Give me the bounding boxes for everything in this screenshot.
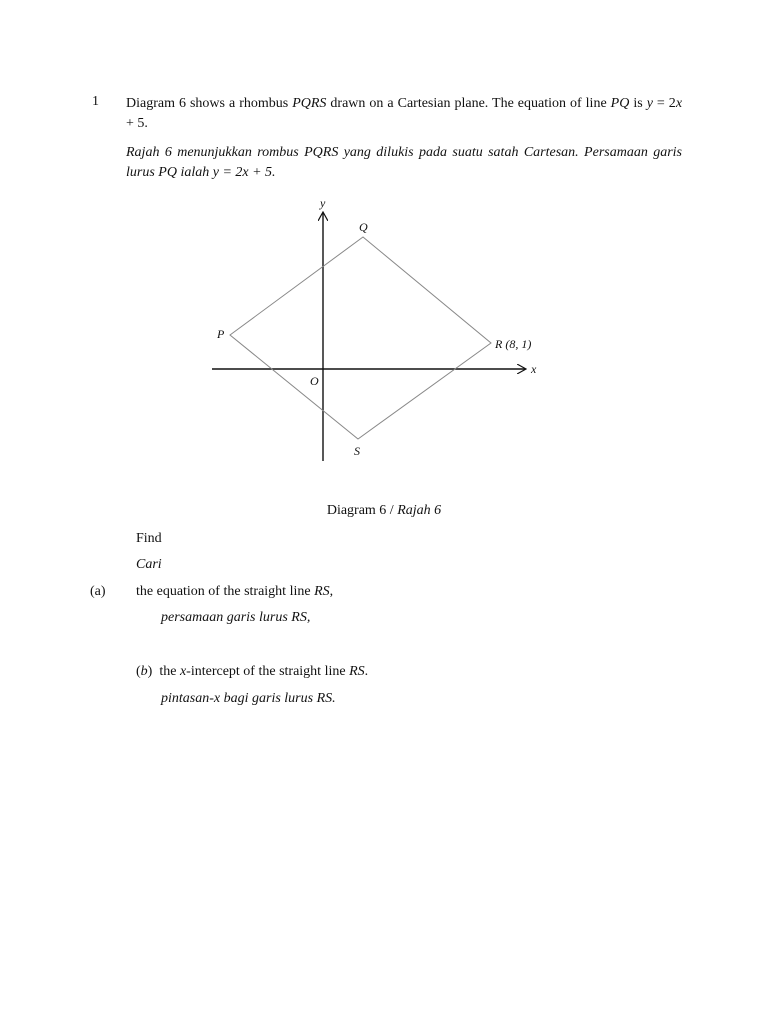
part-b-label-close: )	[147, 664, 153, 679]
find-prompt-english: Find	[136, 531, 162, 546]
part-b-line-name: RS	[349, 664, 365, 679]
intro-text: + 5.	[126, 115, 148, 131]
vertex-s-label: S	[354, 444, 360, 458]
part-a-text: ,	[329, 584, 334, 599]
part-a-english	[136, 584, 333, 600]
rhombus-pqrs	[230, 237, 491, 439]
intro-text: is	[629, 96, 647, 111]
x-axis-label: x	[531, 362, 537, 376]
part-b-malay: pintasan-x bagi garis lurus RS.	[161, 691, 336, 706]
intro-rhombus-name: PQRS	[292, 96, 327, 111]
intro-variable-y: y	[646, 96, 653, 111]
vertex-q-label: Q	[359, 220, 368, 234]
part-a-text: the equation of the straight line	[136, 584, 315, 599]
intro-text: = 2	[652, 96, 676, 111]
part-b-text: .	[364, 664, 369, 679]
find-prompt-malay: Cari	[136, 557, 162, 572]
diagram-caption	[0, 503, 768, 519]
caption-english: Diagram 6 /	[326, 503, 398, 518]
part-b-variable-x: x	[179, 664, 187, 679]
intro-text: Diagram 6 shows a rhombus	[126, 96, 293, 111]
question-intro-english	[126, 94, 682, 133]
y-axis-label: y	[320, 196, 326, 210]
part-b-label-letter: b	[140, 664, 148, 679]
part-b-text: the	[152, 664, 180, 679]
vertex-r-label: R (8, 1)	[495, 337, 532, 351]
vertex-p-label: P	[217, 327, 225, 341]
intro-line-name: PQ	[610, 96, 630, 111]
rhombus-diagram	[205, 195, 545, 470]
origin-label: O	[310, 374, 319, 388]
question-number: 1	[92, 94, 99, 109]
part-a-label: (a)	[90, 584, 106, 599]
part-a-malay: persamaan garis lurus RS,	[161, 610, 311, 625]
intro-text: drawn on a Cartesian plane. The equation of line	[326, 96, 611, 111]
question-intro-malay: Rajah 6 menunjukkan rombus PQRS yang dilukis pada suatu satah Cartesan. Persamaan garis lurus PQ ialah y = 2x + 5.	[126, 145, 682, 180]
part-b-text: -intercept of the straight line	[186, 664, 350, 679]
part-a-line-name: RS	[314, 584, 330, 599]
part-b-label-open: (	[136, 664, 141, 679]
caption-malay: Rajah 6	[397, 503, 442, 518]
part-b-english	[136, 664, 368, 680]
intro-variable-x: x	[675, 96, 683, 111]
